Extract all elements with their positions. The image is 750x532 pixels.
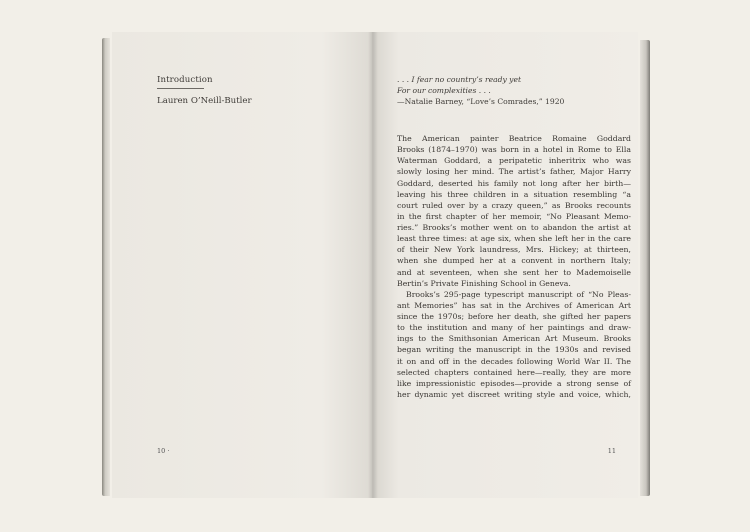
text-line: in the first chapter of her memoir, “No Pleasant Memo- [397,211,631,221]
page-number-left: 10 · [157,447,170,455]
section-label: Introduction [157,75,213,85]
text-line: and at seventeen, when she sent her to Mademoiselle [397,267,631,277]
text-line: selected chapters contained here—really, they are more [397,367,631,377]
page-block-left-edge [102,38,110,496]
text-line: leaving his three children in a situation resembling “a [397,189,631,199]
epigraph-line: For our complexities . . . [397,86,491,95]
text-line: her dynamic yet discreet writing style and voice, which, [397,389,631,399]
text-line: Bertin’s Private Finishing School in Geneva. [397,278,571,288]
left-page [112,32,374,498]
text-line: Brooks’s 295-page typescript manuscript of “No Pleas- [406,289,631,299]
open-book [106,32,644,500]
epigraph-attribution: —Natalie Barney, “Love’s Comrades,” 1920 [397,97,565,106]
right-page [372,32,638,498]
page-block-right-edge [640,40,650,496]
body-text [397,133,631,400]
epigraph-line: . . . I fear no country’s ready yet [397,75,522,84]
text-line: court ruled over by a crazy queen,” as Brooks recounts [397,200,631,210]
epigraph [397,74,564,107]
text-line: since the 1970s; before her death, she gifted her papers [397,312,631,321]
section-rule [157,88,204,89]
text-line: Waterman Goddard, a peripatetic inheritrix who was [397,156,631,166]
text-line: like impressionistic episodes—provide a strong sense of [397,378,631,388]
author-name: Lauren O’Neill-Butler [157,96,252,106]
text-line: ings to the Smithsonian American Art Museum. Brooks [397,334,631,344]
text-line: it on and off in the decades following World War II. The [397,356,631,366]
text-line: Goddard, deserted his family not long after her birth— [397,178,631,188]
text-line: of their New York laundress, Mrs. Hickey; at thirteen, [397,245,631,255]
text-line: ries.” Brooks’s mother went on to abandon the artist at [397,223,631,232]
text-line: when she dumped her at a convent in northern Italy; [397,256,631,266]
text-line: ant Memories” has sat in the Archives of American Art [397,300,631,310]
text-line: began writing the manuscript in the 1930s and revised [397,345,631,355]
text-line: to the institution and many of her paintings and draw- [397,323,631,333]
text-line: slowly losing her mind. The artist’s father, Major Harry [397,167,631,177]
page-number-right: 11 [607,447,616,455]
text-line: Brooks (1874–1970) was born in a hotel in Rome to Ella [397,145,631,155]
book-gutter [368,32,378,498]
text-line: least three times: at age six, when she left her in the care [397,234,631,244]
text-line: The American painter Beatrice Romaine Goddard [397,134,631,143]
